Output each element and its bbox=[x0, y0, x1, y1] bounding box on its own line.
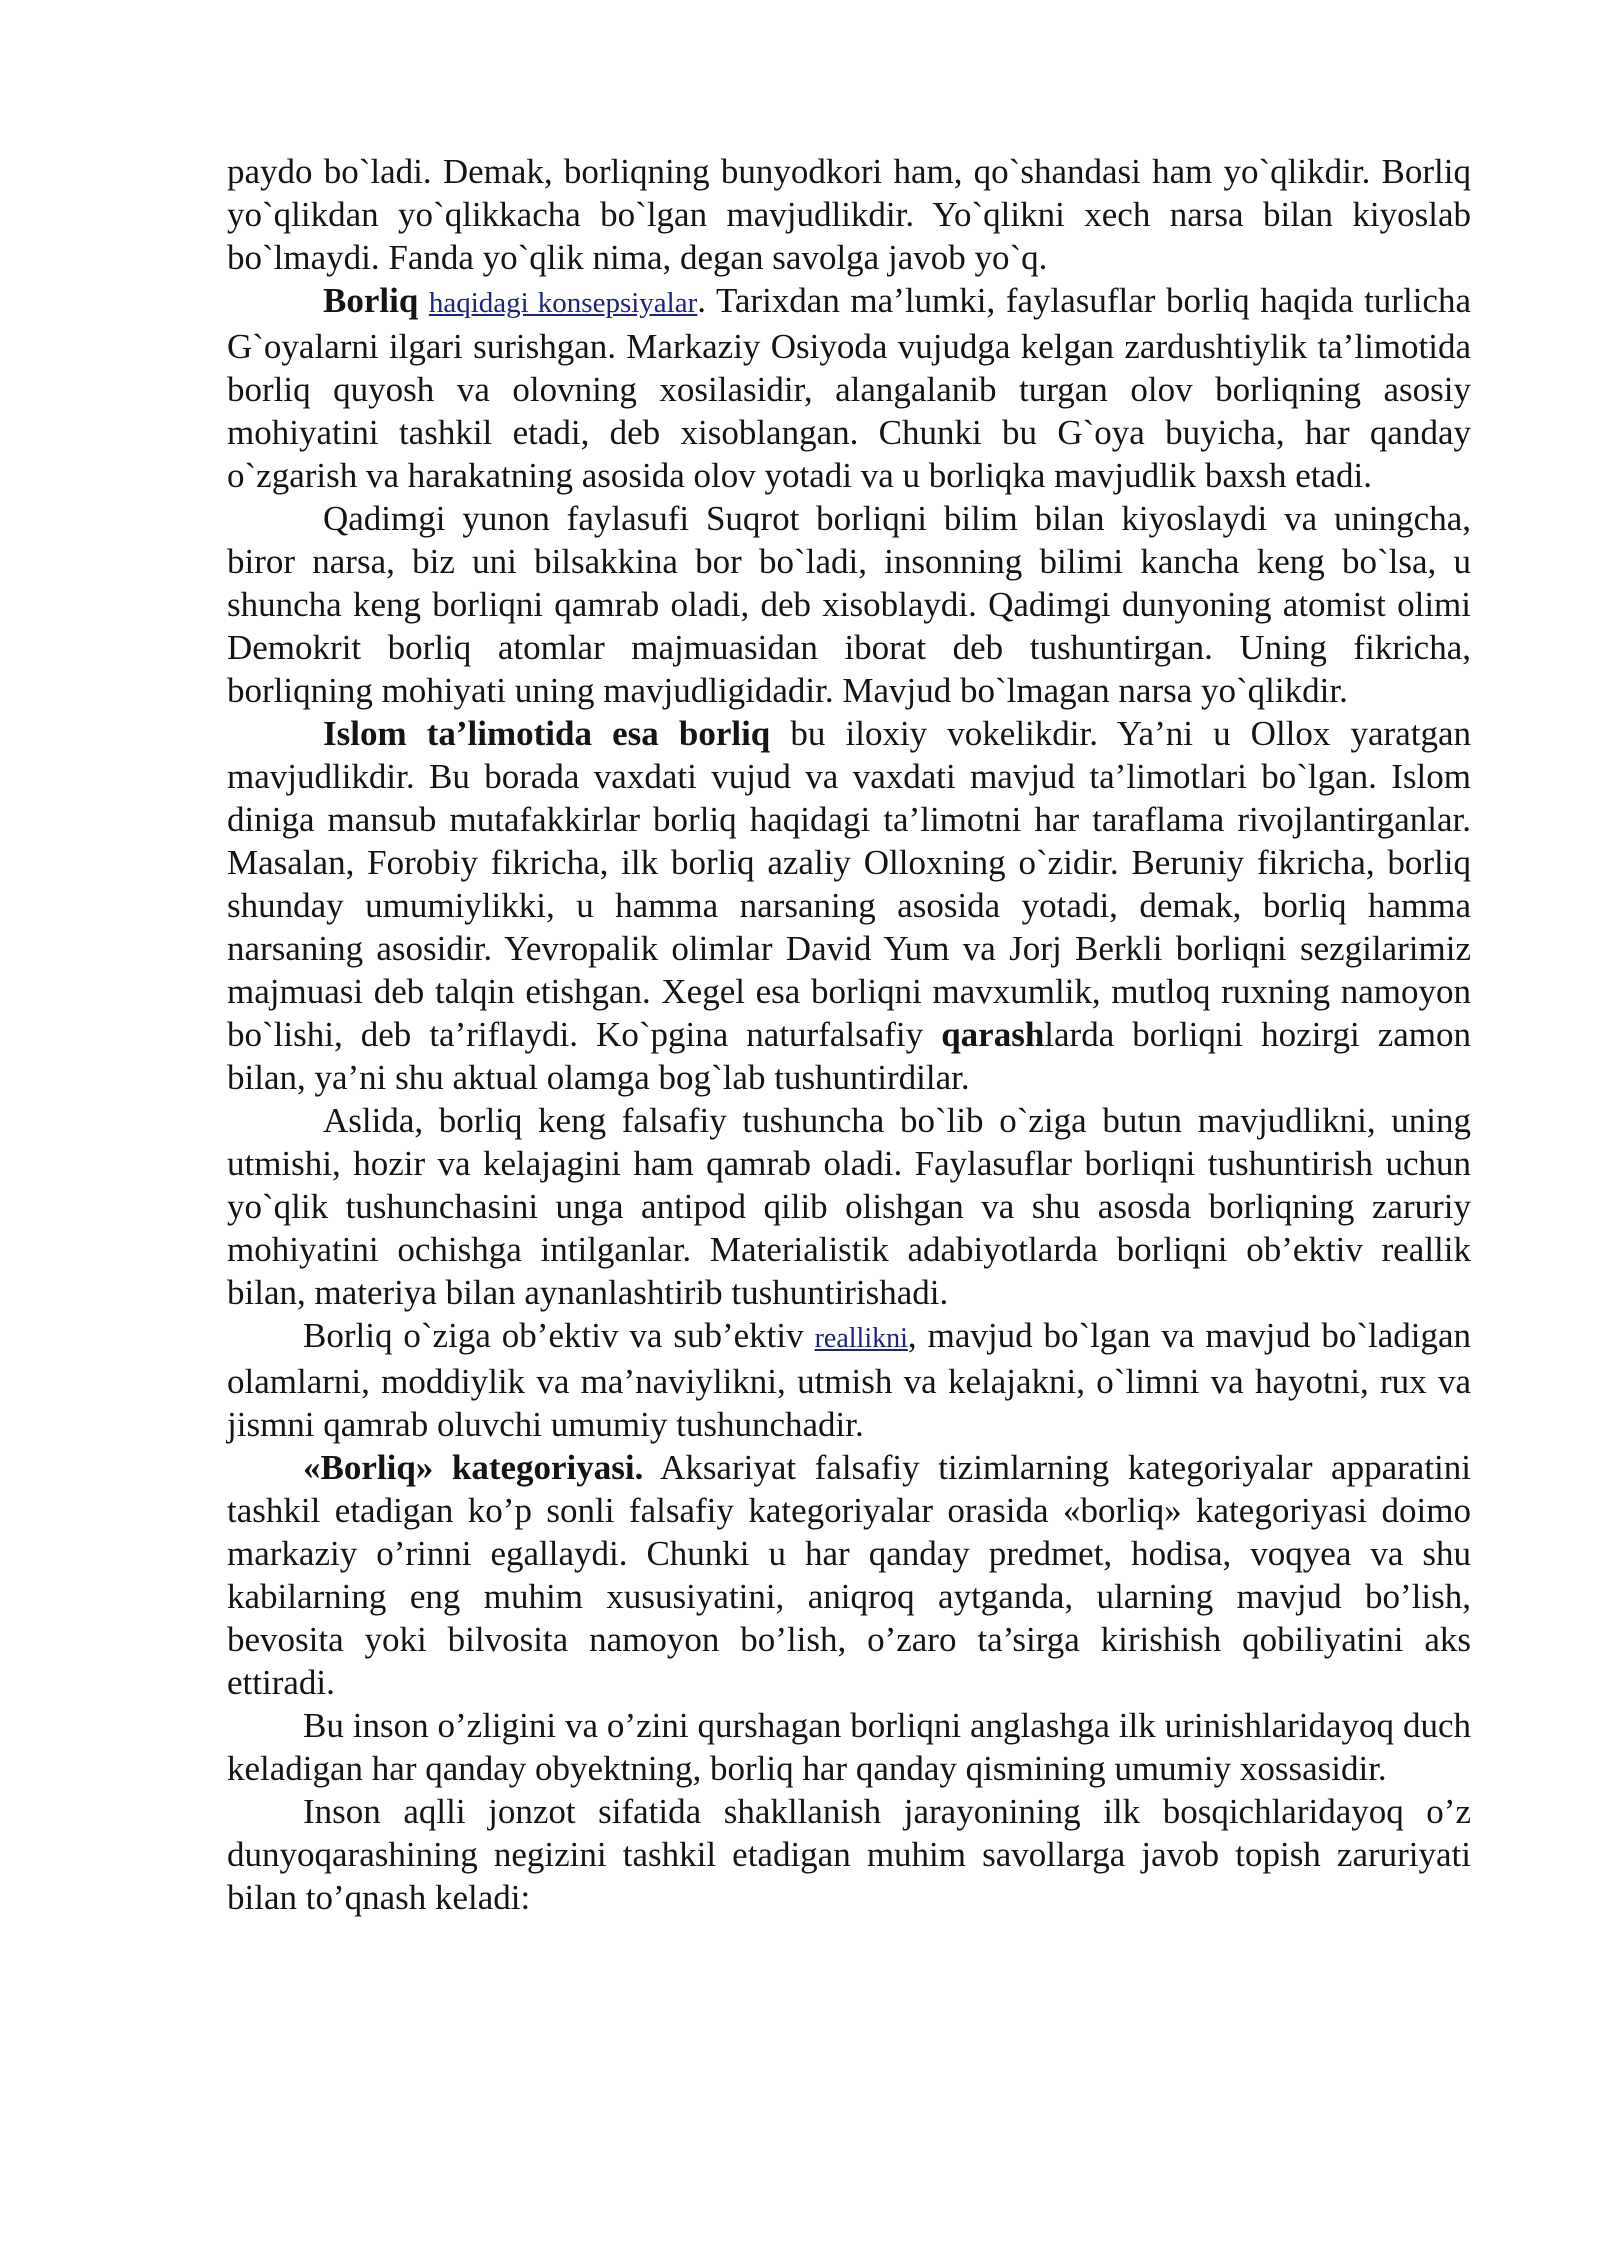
paragraph-2-text: . Tarixdan ma’lumki, faylasuflar borliq haqida turlicha G`oyalarni ilgari surishgan. Markaziy Osiyoda vujudga kelgan zardushtiylik ta’limotida borliq quyosh va olovning xosilasidir, alangalanib turgan olov borliqning asosiy mohiyatini tashkil etadi, deb xisoblangan. Chunki bu G`oya buyicha, har qanday o`zgarish va harakatning asosida olov yotadi va u borliqka mavjudlik baxsh etadi. bbox=[227, 281, 1471, 495]
paragraph-6-text-1: Borliq o`ziga ob’ektiv va sub’ektiv bbox=[303, 1316, 815, 1355]
paragraph-6-text-2: , mavjud bo`lgan va mavjud bo`ladigan olamlarni, moddiylik va ma’naviylikni, utmish va kelajakni, o`limni va hayotni, rux va jismni qamrab oluvchi umumiy tushunchadir. bbox=[227, 1316, 1471, 1444]
paragraph-4-heading: Islom ta’limotida esa borliq bbox=[323, 714, 771, 753]
paragraph-1-text: paydo bo`ladi. Demak, borliqning bunyodkori ham, qo`shandasi ham yo`qlikdir. Borliq yo`qlikdan yo`qlikkacha bo`lgan mavjudlikdir. Yo`qlikni xech narsa bilan kiyoslab bo`lmaydi. Fanda yo`qlik nima, degan savolga javob yo`q. bbox=[227, 152, 1471, 277]
paragraph-4-text-1: bu iloxiy vokelikdir. Ya’ni u Ollox yaratgan mavjudlikdir. Bu borada vaxdati vujud va vaxdati mavjud ta’limotlari bo`lgan. Islom diniga mansub mutafakkirlar borliq haqidagi ta’limotni har taraflama rivojlantirganlar. Masalan, Forobiy fikricha, ilk borliq azaliy Olloxning o`zidir. Beruniy fikricha, borliq shunday umumiylikki, u hamma narsaning asosida yotadi, demak, borliq hamma narsaning asosidir. Yevropalik olimlar David Yum va Jorj Berkli borliqni sezgilarimiz majmuasi deb talqin etishgan. Xegel esa borliqni mavxumlik, mutloq ruxning namoyon bo`lishi, deb ta’riflaydi. Ko`pgina naturfalsafiy bbox=[227, 714, 1471, 1054]
paragraph-1 bbox=[227, 150, 1471, 279]
paragraph-7 bbox=[227, 1446, 1471, 1704]
paragraph-9 bbox=[227, 1790, 1471, 1919]
paragraph-5 bbox=[227, 1099, 1471, 1314]
paragraph-5-text: Aslida, borliq keng falsafiy tushuncha bo`lib o`ziga butun mavjudlikni, uning utmishi, hozir va kelajagini ham qamrab oladi. Faylasuflar borliqni tushuntirish uchun yo`qlik tushunchasini unga antipod qilib olishgan va shu asosda borliqning zaruriy mohiyatini ochishga intilganlar. Materialistik adabiyotlarda borliqni ob’ektiv reallik bilan, materiya bilan aynanlashtirib tushuntirishadi. bbox=[227, 1101, 1471, 1312]
paragraph-2-heading: Borliq bbox=[323, 281, 419, 320]
paragraph-3-text: Qadimgi yunon faylasufi Suqrot borliqni bilim bilan kiyoslaydi va uningcha, biror narsa, biz uni bilsakkina bor bo`ladi, insonning bilimi kancha keng bo`lsa, u shuncha keng borliqni qamrab oladi, deb xisoblaydi. Qadimgi dunyoning atomist olimi Demokrit borliq atomlar majmuasidan iborat deb tushuntirgan. Uning fikricha, borliqning mohiyati uning mavjudligidadir. Mavjud bo`lmagan narsa yo`qlikdir. bbox=[227, 499, 1471, 710]
paragraph-2 bbox=[227, 279, 1471, 497]
paragraph-4-text-2: larda borliqni hozirgi zamon bilan, ya’ni shu aktual olamga bog`lab tushuntirdilar. bbox=[227, 1015, 1472, 1097]
paragraph-8 bbox=[227, 1704, 1471, 1790]
paragraph-9-text: Inson aqlli jonzot sifatida shakllanish jarayonining ilk bosqichlaridayoq o’z dunyoqarashining negizini tashkil etadigan muhim savollarga javob topish zaruriyati bilan to’qnash keladi: bbox=[227, 1792, 1471, 1917]
paragraph-4-bold-word: qarash bbox=[941, 1015, 1045, 1054]
paragraph-3 bbox=[227, 497, 1471, 712]
paragraph-4 bbox=[227, 712, 1471, 1099]
konsepsiyalar-link[interactable]: haqidagi konsepsiyalar bbox=[428, 287, 698, 319]
reallikni-link[interactable]: reallikni bbox=[814, 1323, 908, 1354]
paragraph-6 bbox=[227, 1314, 1471, 1446]
paragraph-7-heading: «Borliq» kategoriyasi. bbox=[303, 1448, 644, 1487]
paragraph-8-text: Bu inson o’zligini va o’zini qurshagan borliqni anglashga ilk urinishlaridayoq duch keladigan har qanday obyektning, borliq har qanday qismining umumiy xossasidir. bbox=[227, 1706, 1471, 1788]
document-page bbox=[227, 150, 1471, 1919]
paragraph-7-text: Aksariyat falsafiy tizimlarning kategoriyalar apparatini tashkil etadigan ko’p sonli falsafiy kategoriyalar orasida «borliq» kategoriyasi doimo markaziy o’rinni egallaydi. Chunki u har qanday predmet, hodisa, voqyea va shu kabilarning eng muhim xususiyatini, aniqroq aytganda, ularning mavjud bo’lish, bevosita yoki bilvosita namoyon bo’lish, o’zaro ta’sirga kirishish qobiliyatini aks ettiradi. bbox=[227, 1448, 1471, 1702]
